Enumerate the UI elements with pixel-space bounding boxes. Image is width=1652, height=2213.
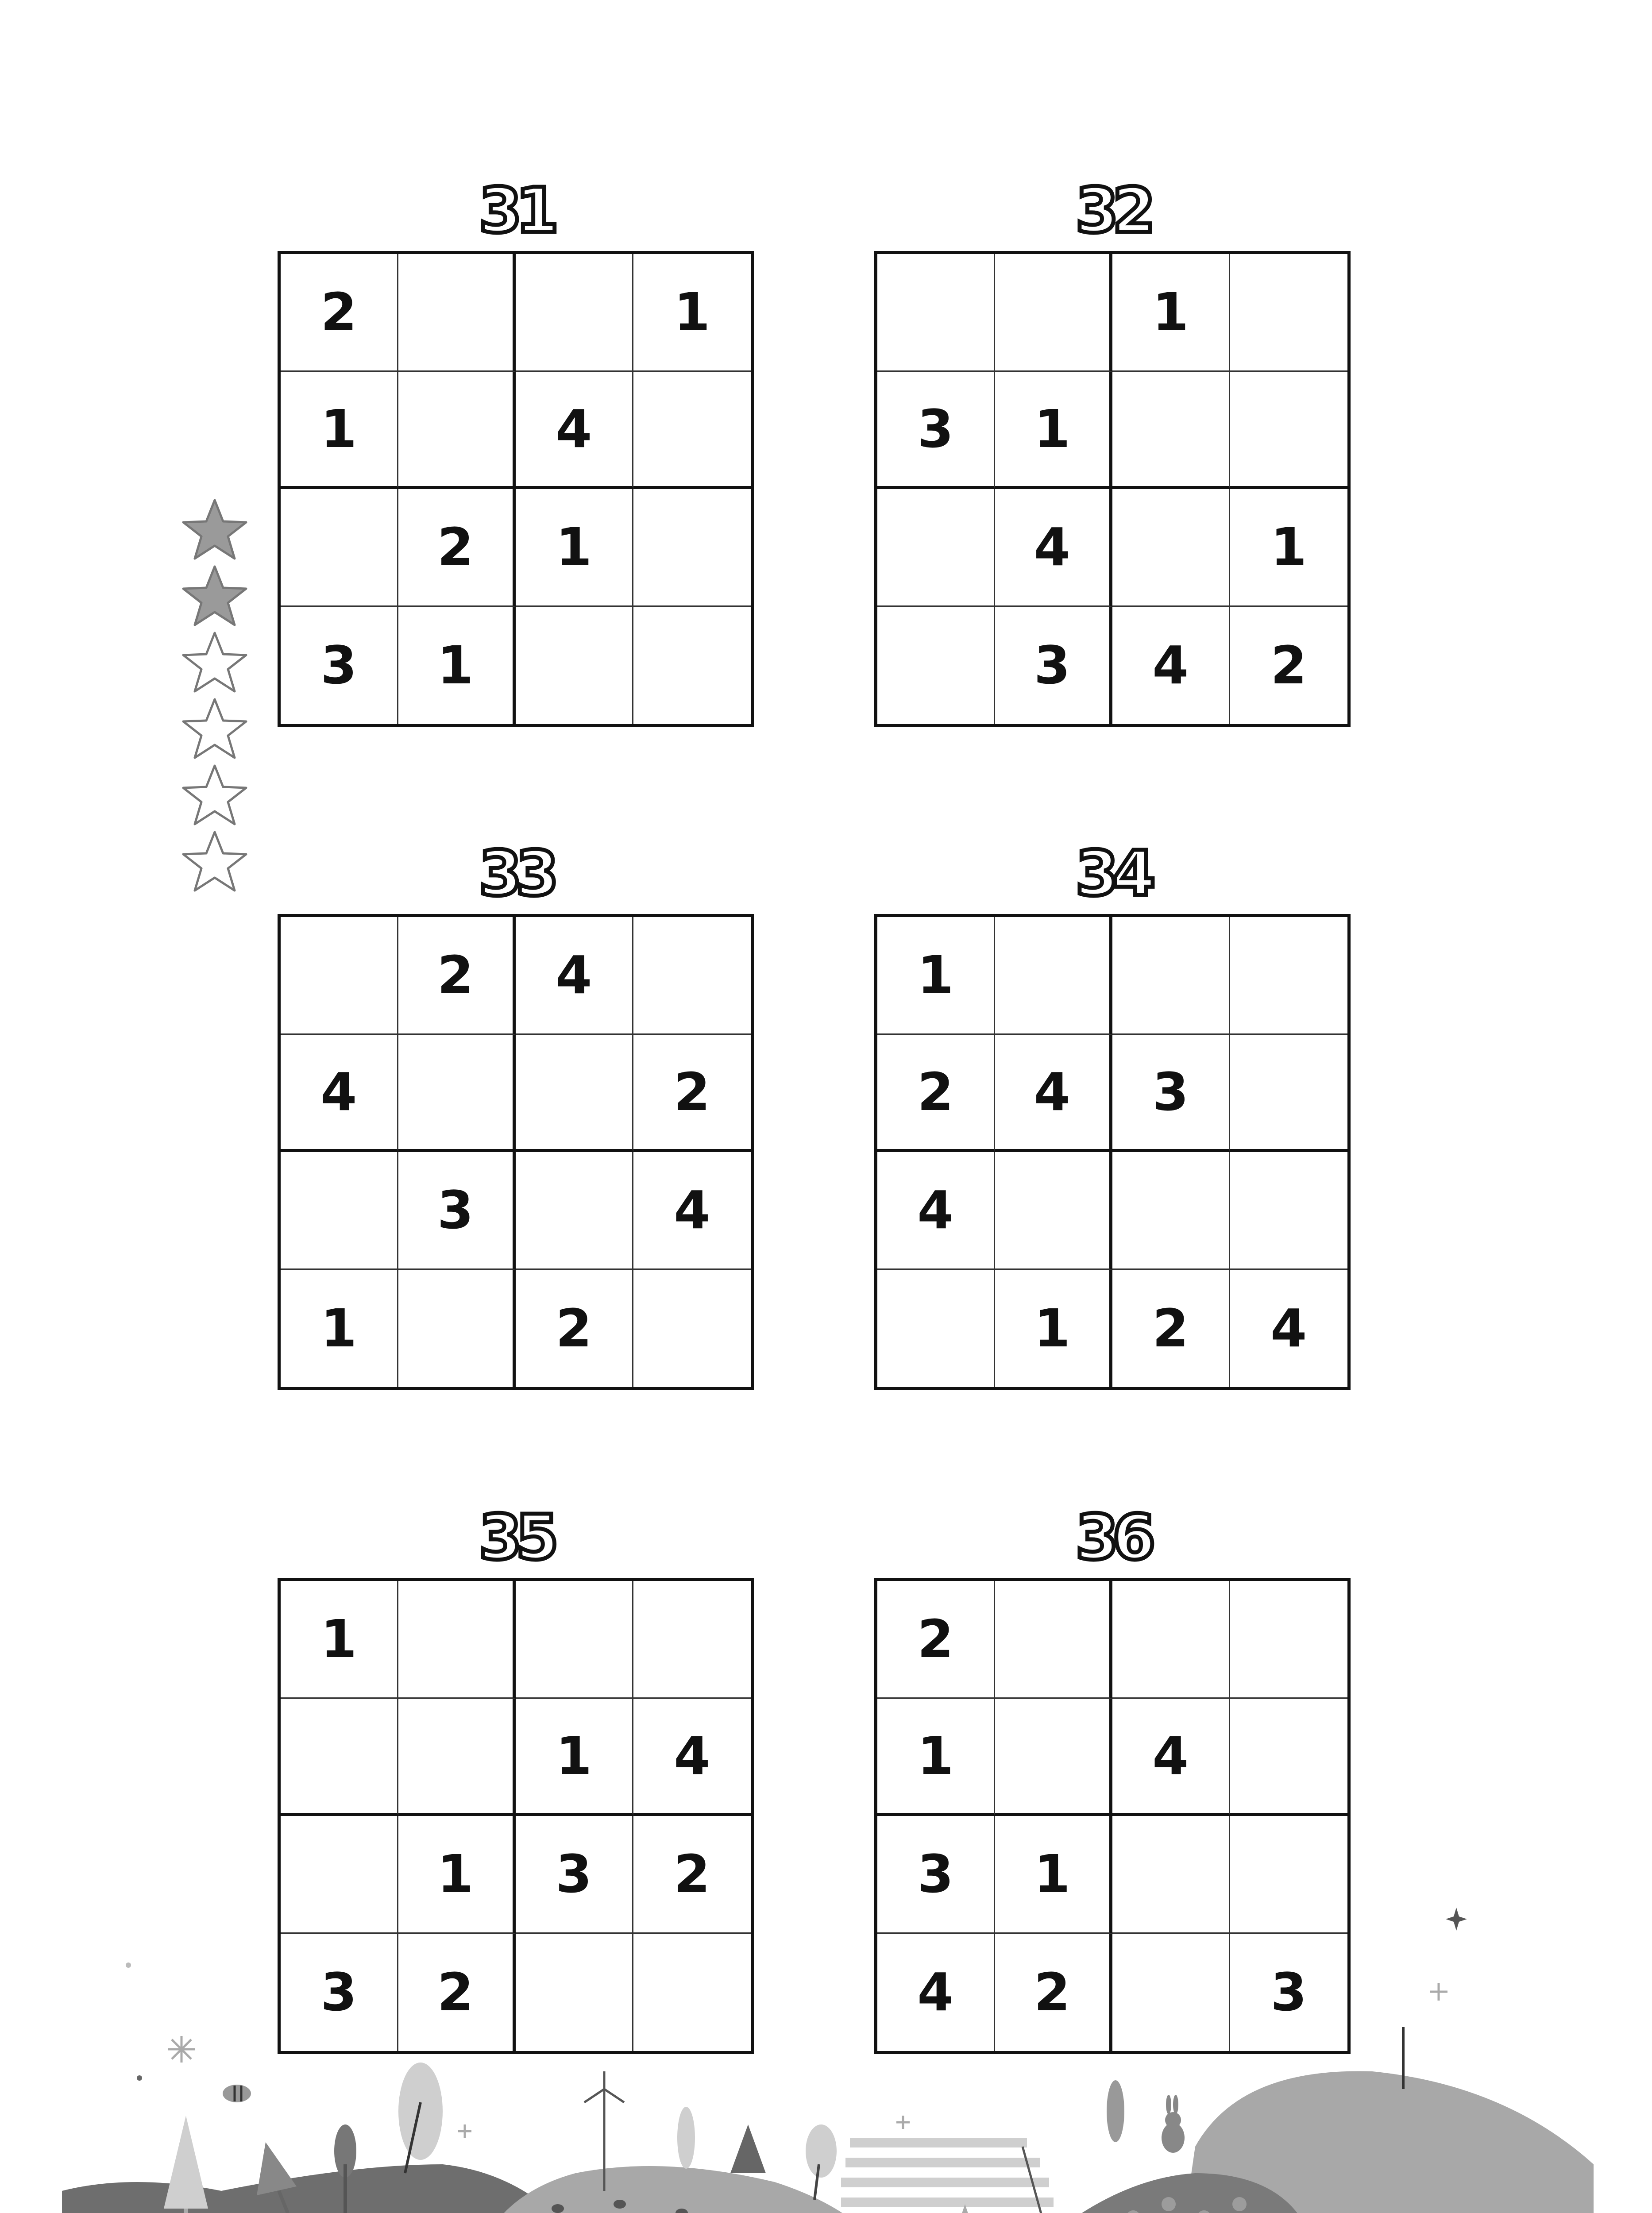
grid-cell[interactable] (281, 1152, 398, 1270)
grid-cell[interactable] (633, 1270, 751, 1388)
grid-cell[interactable]: 2 (398, 917, 516, 1035)
grid-cell[interactable] (516, 1035, 633, 1153)
grid-cell[interactable] (633, 1581, 751, 1699)
grid-cell[interactable]: 1 (516, 489, 633, 607)
grid-cell[interactable]: 2 (633, 1035, 751, 1153)
star-outline-icon (177, 761, 252, 828)
grid-cell[interactable]: 1 (516, 1699, 633, 1816)
grid-cell[interactable]: 3 (1112, 1035, 1230, 1153)
grid-cell[interactable]: 3 (877, 1816, 995, 1934)
grid-cell[interactable]: 1 (995, 372, 1113, 490)
star-filled-icon (177, 562, 252, 628)
grid-cell[interactable] (1230, 1581, 1348, 1699)
puzzle-number: 35 (479, 1502, 553, 1574)
sudoku-grid (874, 914, 1351, 1390)
grid-cell[interactable]: 3 (1270, 1962, 1307, 2023)
grid-cell[interactable]: 4 (281, 1035, 398, 1153)
grid-cell[interactable]: 2 (633, 1816, 751, 1934)
grid-cell[interactable] (398, 372, 516, 490)
grid-cell[interactable]: 3 (877, 372, 995, 490)
tree-left (164, 2116, 208, 2209)
puzzle-number: 33 (479, 838, 553, 910)
grid-cell[interactable]: 3 (281, 1934, 398, 2051)
sudoku-grid (278, 251, 754, 727)
grid-cell[interactable]: 2 (281, 254, 398, 372)
grid-cell[interactable] (516, 1581, 633, 1699)
star-filled-icon (177, 496, 252, 562)
tree-triangle (257, 2142, 297, 2195)
puzzle-number: 36 (1075, 1502, 1150, 1574)
grid-cell[interactable]: 1 (1230, 489, 1348, 607)
grid-cell[interactable]: 1 (995, 1270, 1113, 1388)
star-outline-icon (177, 828, 252, 894)
grid-cell[interactable] (633, 607, 751, 725)
grid-cell[interactable] (1112, 1152, 1230, 1270)
grid-cell[interactable] (877, 607, 995, 725)
grid-cell[interactable] (1112, 372, 1230, 490)
grid-cell[interactable] (1230, 254, 1348, 372)
grid-cell[interactable]: 1 (1112, 254, 1230, 372)
grid-cell[interactable] (1230, 372, 1348, 490)
grid-cell[interactable] (995, 1581, 1113, 1699)
grid-cell[interactable] (281, 917, 398, 1035)
grid-cell[interactable] (398, 1699, 516, 1816)
tree-leaf (398, 2063, 443, 2160)
grid-cell[interactable]: 4 (516, 372, 633, 490)
tree-pine-dark (730, 2124, 766, 2173)
grid-cell[interactable] (877, 254, 995, 372)
grid-cell[interactable]: 2 (877, 1035, 995, 1153)
grid-cell[interactable]: 4 (877, 1152, 995, 1270)
hills-illustration (0, 1837, 1652, 2213)
grid-cell[interactable] (1230, 1699, 1348, 1816)
grid-cell[interactable]: 4 (516, 917, 633, 1035)
grid-cell[interactable] (516, 607, 633, 725)
grid-cell[interactable]: 1 (398, 607, 516, 725)
grid-cell[interactable]: 4 (877, 1934, 995, 2051)
grid-cell[interactable]: 2 (1270, 635, 1307, 696)
grid-cell[interactable] (398, 1581, 516, 1699)
grid-cell[interactable]: 4 (995, 1035, 1113, 1153)
star-outline-icon (177, 628, 252, 695)
grid-cell[interactable]: 4 (1112, 607, 1230, 725)
grid-cell[interactable] (995, 1699, 1113, 1816)
grid-cell[interactable] (1230, 917, 1348, 1035)
grid-cell[interactable]: 2 (398, 1934, 516, 2051)
grid-cell[interactable] (1112, 917, 1230, 1035)
grid-cell[interactable]: 2 (516, 1270, 633, 1388)
grid-cell[interactable]: 1 (877, 917, 995, 1035)
grid-cell[interactable] (633, 917, 751, 1035)
grid-cell[interactable]: 4 (1112, 1699, 1230, 1816)
grid-cell[interactable] (877, 1270, 995, 1388)
grid-cell[interactable] (398, 254, 516, 372)
sudoku-grid (278, 914, 754, 1390)
grid-cell[interactable]: 2 (398, 489, 516, 607)
grid-cell[interactable] (1112, 489, 1230, 607)
grid-cell[interactable] (995, 1152, 1113, 1270)
grid-cell[interactable] (1112, 1581, 1230, 1699)
grid-cell[interactable]: 3 (516, 1816, 633, 1934)
grid-cell[interactable] (633, 489, 751, 607)
grid-cell[interactable]: 3 (281, 607, 398, 725)
star-outline-icon (177, 695, 252, 761)
grid-cell[interactable]: 1 (281, 1581, 398, 1699)
grid-cell[interactable]: 4 (633, 1152, 751, 1270)
grid-cell[interactable] (398, 1035, 516, 1153)
grid-cell[interactable] (281, 489, 398, 607)
grid-cell[interactable] (1230, 1152, 1348, 1270)
bee-icon (223, 2085, 251, 2102)
grid-cell[interactable]: 2 (877, 1581, 995, 1699)
puzzle-number: 32 (1075, 175, 1150, 247)
striped-sun (841, 2138, 1058, 2213)
grid-cell[interactable]: 1 (281, 1270, 398, 1388)
grid-cell[interactable] (398, 1270, 516, 1388)
hill-left (62, 2164, 575, 2213)
grid-cell[interactable]: 4 (995, 489, 1113, 607)
grid-cell[interactable] (516, 254, 633, 372)
grid-cell[interactable]: 3 (995, 607, 1113, 725)
grid-cell[interactable]: 1 (877, 1699, 995, 1816)
grid-cell[interactable]: 4 (633, 1699, 751, 1816)
grid-cell[interactable] (1230, 1035, 1348, 1153)
grid-cell[interactable]: 1 (995, 1816, 1113, 1934)
grid-cell[interactable]: 2 (995, 1934, 1113, 2051)
puzzle-number: 31 (479, 175, 553, 247)
grid-cell[interactable] (633, 372, 751, 490)
sudoku-grid (874, 251, 1351, 727)
grid-cell[interactable] (995, 254, 1113, 372)
grid-cell[interactable]: 2 (1112, 1270, 1230, 1388)
grid-cell[interactable]: 3 (398, 1152, 516, 1270)
puzzle-number: 34 (1075, 838, 1150, 910)
grid-cell[interactable] (516, 1152, 633, 1270)
grid-cell[interactable] (281, 1699, 398, 1816)
difficulty-rating (177, 496, 257, 894)
grid-cell[interactable]: 1 (281, 372, 398, 490)
bunny-icon (1162, 2095, 1185, 2153)
grid-cell[interactable]: 1 (398, 1816, 516, 1934)
grid-cell[interactable] (877, 489, 995, 607)
grid-cell[interactable] (995, 917, 1113, 1035)
grid-cell[interactable]: 1 (633, 254, 751, 372)
grid-cell[interactable]: 4 (1270, 1298, 1307, 1359)
